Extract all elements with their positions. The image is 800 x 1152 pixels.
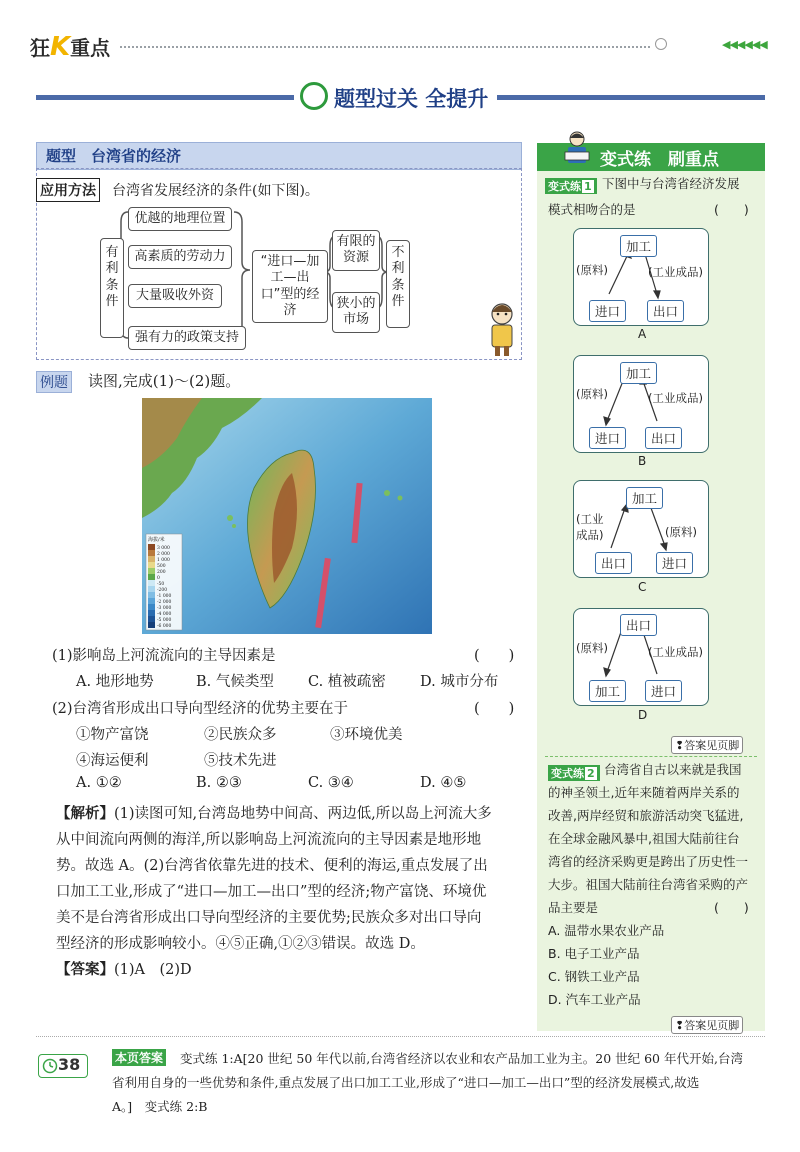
q2-option-a: A. ①② — [76, 775, 122, 791]
legend-value: -5 000 — [157, 618, 172, 623]
ex2-paren: ( ) — [714, 900, 749, 915]
legend-value: 200 — [157, 570, 166, 575]
analysis-line: 从中间流向两侧的海洋,所以影响岛上河流流向的主导因素是地形地 — [56, 832, 482, 848]
ex1-line-1: 下图中与台湾省经济发展 — [602, 176, 740, 191]
favorable-item: 优越的地理位置 — [128, 207, 232, 231]
legend-value: 500 — [157, 564, 166, 569]
card-d-left-label: (原料) — [576, 641, 608, 655]
card-b-bottom-right: 出口 — [645, 427, 682, 449]
legend-value: -6 000 — [157, 624, 172, 629]
pin-icon: ❢ — [675, 1019, 685, 1032]
brand-k: K — [50, 32, 71, 62]
q2-item: ④海运便利 — [76, 753, 149, 769]
favorable-item: 高素质的劳动力 — [128, 245, 232, 269]
brand-pre: 狂 — [30, 36, 50, 60]
q2-item: ②民族众多 — [204, 727, 277, 743]
footer-answer-line-3: A。] 变式练 2:B — [112, 1099, 208, 1114]
favorable-item: 强有力的政策支持 — [128, 326, 246, 350]
q2-option-c: C. ③④ — [308, 775, 354, 791]
center-model: “进口—加工—出口”型的经济 — [252, 250, 328, 323]
footer-dotted-line — [36, 1036, 765, 1037]
card-a-right-label: (工业成品) — [648, 265, 703, 279]
card-a-top: 加工 — [620, 235, 657, 257]
card-b-bottom-left: 进口 — [589, 427, 626, 449]
see-answer-link-2[interactable]: ❢答案见页脚 — [671, 1016, 743, 1034]
question-2: (2)台湾省形成出口导向型经济的优势主要在于 — [52, 701, 349, 717]
practice-header-text: 变式练 刷重点 — [600, 150, 719, 170]
q1-option-c: C. 植被疏密 — [308, 674, 386, 690]
q2-option-d: D. ④⑤ — [420, 775, 467, 791]
q1-option-a: A. 地形地势 — [76, 674, 154, 690]
ex2-line: 湾省的经济采购更是跨出了历史性一 — [548, 854, 749, 869]
q1-option-d: D. 城市分布 — [420, 674, 499, 690]
legend-title: 海拔/米 — [148, 537, 165, 543]
card-c-bottom-left: 出口 — [595, 552, 632, 574]
answer-line: 【答案】(1)A (2)D — [56, 961, 192, 978]
ex1-line-2: 模式相吻合的是 — [548, 202, 636, 217]
mascot-icon — [480, 298, 524, 358]
ex2-line: 的神圣领土,近年来随着两岸关系的 — [548, 785, 740, 800]
card-a-bottom-left: 进口 — [589, 300, 626, 322]
legend-value: 1 000 — [157, 558, 170, 563]
card-d-bottom-right: 进口 — [645, 680, 682, 702]
answer-blank: ( ) — [474, 648, 515, 664]
analysis-line: 型经济的形成影响较小。④⑤正确,①②③错误。故选 D。 — [56, 936, 425, 952]
legend-value: -200 — [157, 588, 168, 593]
favorable-label: 有利条件 — [100, 238, 124, 338]
header-arrows-icon: ◀◀◀◀◀◀ — [722, 38, 767, 51]
legend-value: -1 000 — [157, 594, 172, 599]
ex2-line: 品主要是 — [548, 900, 599, 915]
taiwan-topographic-map — [142, 398, 432, 634]
card-a-caption: A — [638, 327, 647, 341]
brand-post: 重点 — [70, 36, 111, 60]
legend-value: 0 — [157, 576, 160, 581]
question-1: (1)影响岛上河流流向的主导因素是 — [52, 648, 276, 664]
example-prompt: 读图,完成(1)～(2)题。 — [88, 372, 241, 390]
q2-option-b: B. ②③ — [196, 775, 242, 791]
analysis-line-1: 【解析】(1)读图可知,台湾岛地势中间高、两边低,所以岛上河流大多 — [56, 805, 492, 822]
favorable-item: 大量吸收外资 — [128, 284, 222, 308]
ex2-line: 台湾省自古以来就是我国 — [604, 762, 742, 777]
analysis-line: 口加工工业,形成了“进口—加工—出口”型的经济;物产富饶、环境优 — [56, 884, 487, 900]
section-rule-right — [497, 95, 765, 100]
answer-blank: ( ) — [474, 701, 515, 717]
reader-icon — [562, 130, 592, 170]
card-d-top: 出口 — [620, 614, 657, 636]
card-c-left-label: (工业成品) — [576, 512, 604, 542]
card-b-top: 加工 — [620, 362, 657, 384]
unfavorable-item: 狭小的市场 — [332, 292, 380, 333]
header-dotted-line — [120, 46, 650, 48]
card-c-top: 加工 — [626, 487, 663, 509]
q2-item: ③环境优美 — [330, 727, 403, 743]
card-a-bottom-right: 出口 — [647, 300, 684, 322]
swirl-icon — [300, 82, 328, 110]
see-answer-link-1[interactable]: ❢答案见页脚 — [671, 736, 743, 754]
ex2-line: 在全球金融风暴中,祖国大陆前往台 — [548, 831, 740, 846]
header-circle-icon — [655, 38, 667, 50]
page-number: 38 — [58, 1055, 81, 1074]
card-d-right-label: (工业成品) — [648, 645, 703, 659]
analysis-line: 美不是台湾省形成出口导向型经济的主要优势;民族众多对出口导向 — [56, 910, 482, 926]
q2-item: ①物产富饶 — [76, 727, 149, 743]
q2-item: ⑤技术先进 — [204, 753, 277, 769]
method-tag: 应用方法 — [36, 178, 100, 202]
ex2-option-b: B. 电子工业产品 — [548, 946, 640, 961]
topic-title: 题型 台湾省的经济 — [46, 147, 182, 165]
footer-answer-line-1: 变式练 1:A[20 世纪 50 年代以前,台湾省经济以农业和农产品加工业为主。20 世纪 60 年代开始,台湾 — [180, 1051, 743, 1066]
section-title: 题型过关 全提升 — [300, 82, 495, 113]
legend-value: -3 000 — [157, 606, 172, 611]
brand-logo — [30, 32, 110, 62]
method-text: 台湾省发展经济的条件(如下图)。 — [112, 183, 319, 199]
section-rule-left — [36, 95, 294, 100]
ex1-paren: ( ) — [714, 202, 749, 217]
legend-value: -2 000 — [157, 600, 172, 605]
legend-value: 3 000 — [157, 546, 170, 551]
card-d-bottom-left: 加工 — [589, 680, 626, 702]
map-image — [142, 398, 432, 634]
pin-icon: ❢ — [675, 739, 685, 752]
card-d-caption: D — [638, 708, 648, 722]
q1-option-b: B. 气候类型 — [196, 674, 274, 690]
unfavorable-label: 不利条件 — [386, 240, 410, 328]
ex2-option-d: D. 汽车工业产品 — [548, 992, 641, 1007]
clock-icon — [42, 1058, 58, 1074]
card-b-right-label: (工业成品) — [648, 391, 703, 405]
card-a-left-label: (原料) — [576, 263, 608, 277]
ex2-line: 大步。祖国大陆前往台湾省采购的产 — [548, 877, 749, 892]
card-c-bottom-right: 进口 — [656, 552, 693, 574]
variant-tag-2: 变式练 2 — [548, 765, 600, 781]
variant-tag-1: 变式练 1 — [545, 178, 597, 194]
card-c-caption: C — [638, 580, 647, 594]
unfavorable-item: 有限的资源 — [332, 230, 380, 271]
footer-answer-line-2: 省利用自身的一些优势和条件,重点发展了出口加工工业,形成了“进口—加工—出口”型的经济发展模式,故选 — [112, 1075, 700, 1090]
ex2-option-c: C. 钢铁工业产品 — [548, 969, 640, 984]
ex2-option-a: A. 温带水果农业产品 — [548, 923, 665, 938]
card-c-right-label: (原料) — [665, 525, 697, 539]
legend-value: -50 — [157, 582, 165, 587]
card-b-caption: B — [638, 454, 647, 468]
analysis-line: 势。故选 A。(2)台湾省依靠先进的技术、便利的海运,重点发展了出 — [56, 858, 488, 874]
page-answer-tag: 本页答案 — [112, 1049, 166, 1066]
practice-divider — [545, 756, 757, 757]
legend-value: -4 000 — [157, 612, 172, 617]
ex2-line: 改善,两岸经贸和旅游活动突飞猛进, — [548, 808, 744, 823]
example-tag: 例题 — [36, 371, 72, 393]
legend-value: 2 000 — [157, 552, 170, 557]
card-b-left-label: (原料) — [576, 387, 608, 401]
